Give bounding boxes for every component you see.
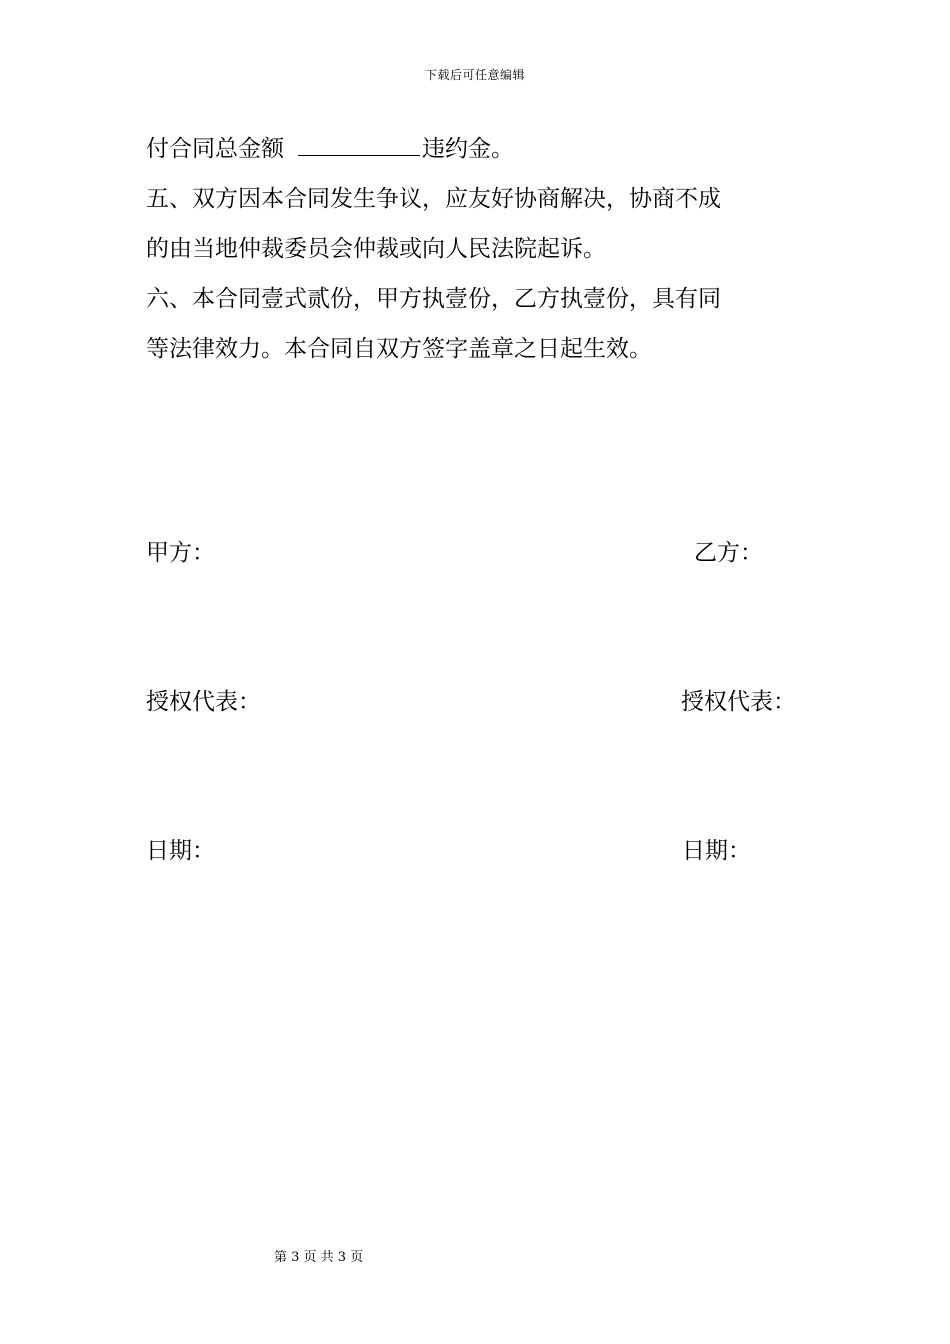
clause-five-line-1: 五、双方因本合同发生争议，应友好协商解决，协商不成 xyxy=(146,186,721,212)
penalty-text: 违约金。 xyxy=(422,136,514,162)
party-b-representative-label: 授权代表： xyxy=(681,689,796,715)
clause-line-1 xyxy=(146,124,811,174)
party-a-representative-label: 授权代表： xyxy=(146,689,261,715)
clause-six-line-1: 六、本合同壹式贰份，甲方执壹份，乙方执壹份，具有同 xyxy=(146,286,721,312)
page-header-note: 下载后可任意编辑 xyxy=(424,68,525,82)
party-b-date-label: 日期： xyxy=(682,838,751,864)
total-amount-label: 付合同总金额 xyxy=(146,136,284,162)
amount-blank-field xyxy=(298,129,420,156)
party-a-date-label: 日期： xyxy=(146,838,215,864)
page-number-footer: 第 3 页 共 3 页 xyxy=(274,1250,364,1265)
clause-six-line-2: 等法律效力。本合同自双方签字盖章之日起生效。 xyxy=(146,336,652,362)
party-b-label: 乙方： xyxy=(694,540,763,566)
party-a-label: 甲方： xyxy=(146,540,215,566)
clause-five-line-2: 的由当地仲裁委员会仲裁或向人民法院起诉。 xyxy=(146,236,606,262)
contract-body xyxy=(146,124,811,374)
